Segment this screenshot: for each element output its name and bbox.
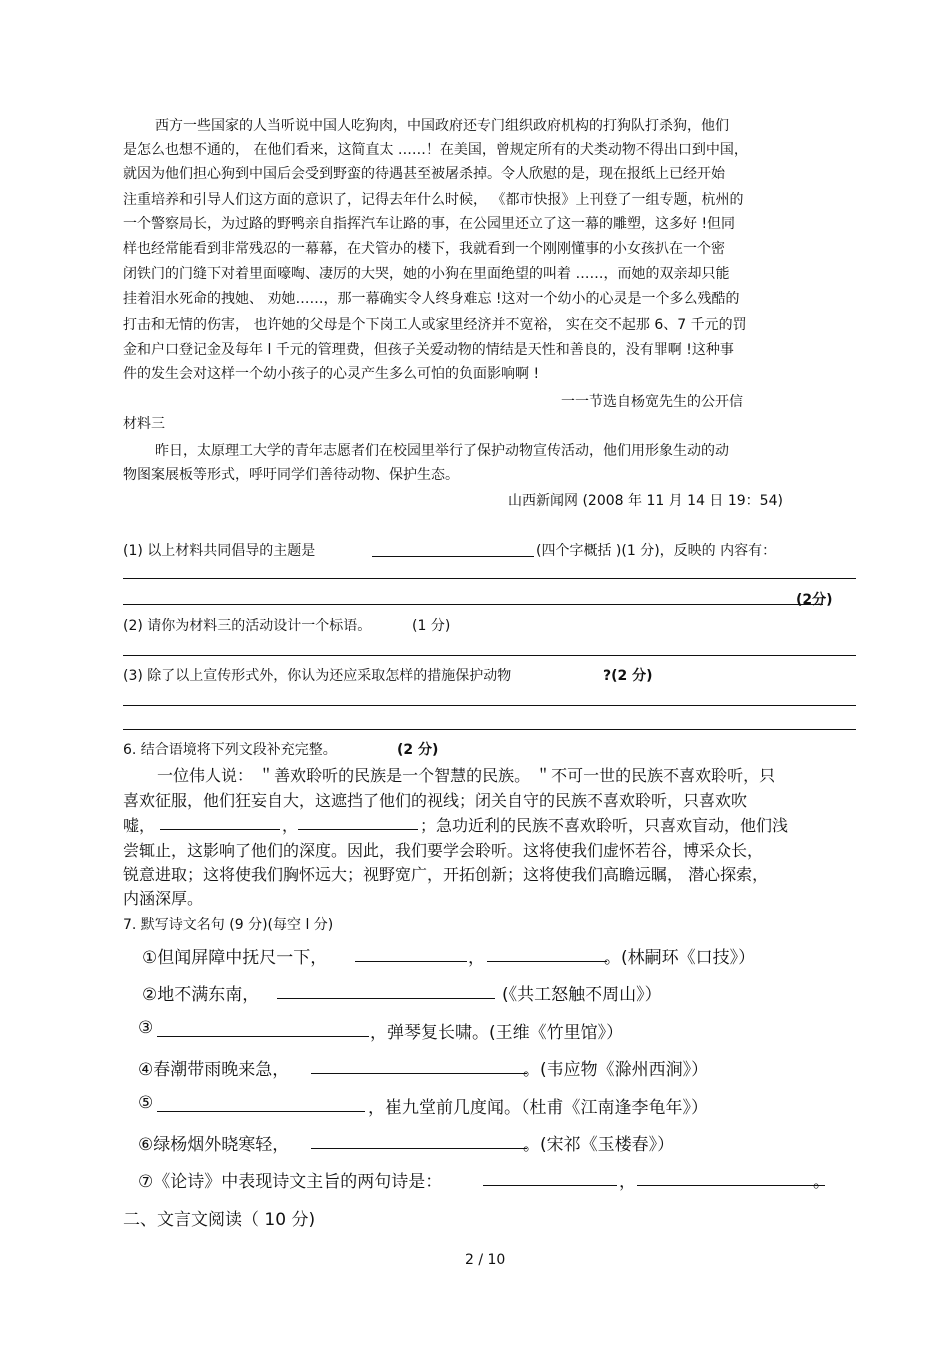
question-2-score: (1 分) <box>412 618 451 634</box>
poem-7-comma: ， <box>619 1172 636 1192</box>
question-1-answer-line-1[interactable] <box>123 578 856 579</box>
poem-7-lead: ⑦《论诗》中表现诗文主旨的两句诗是： <box>138 1172 443 1192</box>
material3-line-1: 昨日，太原理工大学的青年志愿者们在校园里举行了保护动物宣传活动，他们用形象生动的动 <box>155 443 729 459</box>
poem-6-lead: ⑥绿杨烟外晓寒轻， <box>138 1135 290 1155</box>
question-2-prompt: (2) 请你为材料三的活动设计一个标语。 <box>123 618 372 634</box>
material2-line-7: 闭铁门的门缝下对着里面嚎啕、凄厉的大哭，她的小狗在里面绝望的叫着 ……，而她的双亲却只能 <box>123 266 730 282</box>
question-3-answer-line-2[interactable] <box>123 729 856 730</box>
material2-line-10: 金和户口登记金及每年 l 千元的管理费，但孩子关爱动物的情结是天性和善良的，没有罪啊 !这种事 <box>123 342 734 358</box>
question-6-score: (2 分) <box>397 742 439 758</box>
material2-line-1: 西方一些国家的人当听说中国人吃狗肉，中国政府还专门组织政府机构的打狗队打杀狗，他们 <box>155 118 729 134</box>
poem-1-blank-1[interactable] <box>355 961 467 962</box>
question-3-answer-line-1[interactable] <box>123 705 856 706</box>
question-1-prompt: (1) 以上材料共同倡导的主题是 <box>123 543 316 559</box>
question-6-line-4: 尝辄止，这影响了他们的深度。因此，我们要学会聆听。这将使我们虚怀若谷，博采众长， <box>123 841 764 860</box>
material2-line-6: 样也经常能看到非常残忍的一幕幕，在犬管办的楼下，我就看到一个刚刚懂事的小女孩扒在一个密 <box>123 241 725 257</box>
material3-source: 山西新闻网 (2008 年 11 月 14 日 19：54) <box>508 493 783 509</box>
material2-line-9: 打击和无情的伤害， 也许她的父母是个下岗工人或家里经济并不宽裕， 实在交不起那 6、7 千元的罚 <box>123 317 747 333</box>
poem-1-source: 。(林嗣环《口技》） <box>604 948 756 968</box>
question-6-line-6: 内涵深厚。 <box>123 889 204 908</box>
poem-6-source: 。(宋祁《玉楼春》） <box>523 1135 675 1155</box>
material2-line-3: 就因为他们担心狗到中国后会受到野蛮的待遇甚至被屠杀掉。令人欣慰的是，现在报纸上已经开始 <box>123 166 725 182</box>
question-2-answer-line[interactable] <box>123 655 856 656</box>
question-1-hint: (四个字概括 )(1 分)，反映的 内容有： <box>536 543 777 559</box>
question-6-line-3-comma: ， <box>282 816 299 835</box>
question-6-line-3-end: ；急功近利的民族不喜欢聆听，只喜欢盲动，他们浅 <box>420 816 789 835</box>
poem-7-blank-2[interactable] <box>637 1185 825 1186</box>
question-6-line-1: 一位伟人说： ＂善欢聆听的民族是一个智慧的民族。 ＂不可一世的民族不喜欢聆听，只 <box>157 766 776 785</box>
material2-line-11: 件的发生会对这样一个幼小孩子的心灵产生多么可怕的负面影响啊 ! <box>123 366 540 382</box>
poem-3-blank[interactable] <box>157 1036 369 1037</box>
material3-line-2: 物图案展板等形式，呼吁同学们善待动物、保护生态。 <box>123 467 459 483</box>
poem-2-source: (《共工怒触不周山》） <box>502 985 662 1005</box>
material3-heading: 材料三 <box>123 416 165 432</box>
question-6-line-3-start: 嘘， <box>123 816 156 835</box>
question-6-line-5: 锐意进取；这将使我们胸怀远大；视野宽广，开拓创新；这将使我们高瞻远瞩， 潜心探索， <box>123 865 769 884</box>
material2-line-4: 注重培养和引导人们这方面的意识了，记得去年什么时候， 《都市快报》上刊登了一组专题，杭州的 <box>123 192 744 208</box>
material2-line-2: 是怎么也想不通的， 在他们看来，这简直太 ……！在美国，曾规定所有的犬类动物不得出口到中国， <box>123 142 748 158</box>
section-2-heading: 二、文言文阅读（ 10 分) <box>123 1210 316 1230</box>
page-number: 2 / 10 <box>465 1252 506 1268</box>
question-6-blank-1[interactable] <box>160 829 280 830</box>
poem-4-blank[interactable] <box>311 1073 527 1074</box>
poem-2-blank[interactable] <box>277 998 495 999</box>
question-1-score: (2分) <box>796 592 833 608</box>
material2-line-5: 一个警察局长，为过路的野鸭亲自指挥汽车让路的事，在公园里还立了这一幕的雕塑，这多好 !但同 <box>123 216 736 232</box>
poem-5-lead: ⑤ <box>138 1093 154 1113</box>
poem-2-lead: ②地不满东南， <box>142 985 260 1005</box>
material2-source: 一一节选自杨宽先生的公开信 <box>561 394 743 410</box>
poem-1-comma: ， <box>468 948 485 968</box>
question-3-score: ?(2 分) <box>603 668 653 684</box>
material2-line-8: 挂着泪水死命的拽她、 劝她……，那一幕确实令人终身难忘 !这对一个幼小的心灵是一个多么残酷的 <box>123 291 740 307</box>
question-3-prompt: (3) 除了以上宣传形式外，你认为还应采取怎样的措施保护动物 <box>123 668 512 684</box>
poem-4-source: 。(韦应物《滁州西涧》） <box>523 1060 709 1080</box>
poem-5-source: ，崔九堂前几度闻。（杜甫《江南逢李龟年》） <box>368 1098 708 1118</box>
poem-1-blank-2[interactable] <box>487 961 607 962</box>
question-1-answer-line-2[interactable] <box>123 604 823 605</box>
poem-3-lead: ③ <box>138 1018 154 1038</box>
poem-4-lead: ④春潮带雨晚来急， <box>138 1060 290 1080</box>
poem-7-blank-1[interactable] <box>483 1185 617 1186</box>
question-1-theme-blank[interactable] <box>372 556 534 557</box>
poem-1-lead: ①但闻屏障中抚尺一下， <box>142 948 328 968</box>
question-7-title: 7. 默写诗文名句 (9 分)(每空 l 分) <box>123 917 334 933</box>
question-6-blank-2[interactable] <box>298 829 418 830</box>
question-6-line-2: 喜欢征服，他们狂妄自大，这遮挡了他们的视线；闭关自守的民族不喜欢聆听，只喜欢吹 <box>123 791 748 810</box>
question-6-title: 6. 结合语境将下列文段补充完整。 <box>123 742 337 758</box>
poem-5-blank[interactable] <box>157 1111 365 1112</box>
poem-3-source: ，弹琴复长啸。(王维《竹里馆》） <box>370 1023 624 1043</box>
poem-7-period: 。 <box>813 1172 830 1192</box>
poem-6-blank[interactable] <box>311 1148 527 1149</box>
